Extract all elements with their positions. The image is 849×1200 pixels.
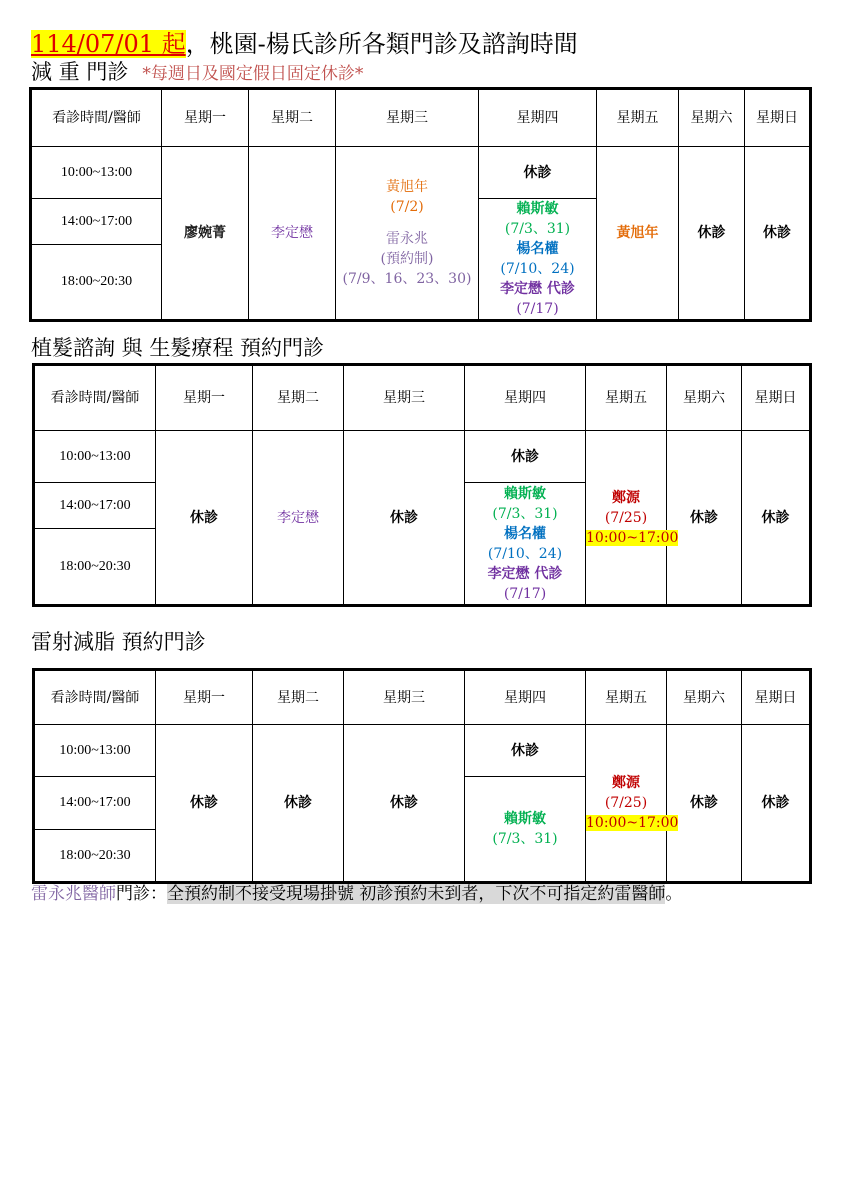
sun-closed: 休診 — [742, 725, 811, 883]
laser-schedule-table — [32, 668, 812, 884]
mon-doctor: 廖婉菁 — [162, 147, 249, 321]
day-header-mon: 星期一 — [162, 89, 249, 147]
time-slot: 14:00~17:00 — [34, 777, 156, 830]
day-header-wed: 星期三 — [344, 365, 465, 431]
weight-section-heading — [31, 58, 363, 88]
day-header-fri: 星期五 — [586, 365, 667, 431]
footer-doctor: 雷永兆醫師 — [31, 884, 116, 904]
table-header-row — [34, 670, 811, 725]
day-header-thu: 星期四 — [465, 365, 586, 431]
table-row — [34, 725, 811, 777]
wed-doctor-1-dates: (7/2) — [390, 199, 424, 215]
thu-doctor-3-dates: (7/17) — [503, 585, 547, 602]
time-slot: 18:00~20:30 — [34, 830, 156, 883]
time-header: 看診時間/醫師 — [34, 365, 156, 431]
wed-doctor-2: 雷永兆 — [386, 231, 428, 247]
effective-date: 114/07/01 起 — [31, 30, 186, 58]
day-header-wed: 星期三 — [336, 89, 479, 147]
time-header: 看診時間/醫師 — [34, 670, 156, 725]
footer-clinic: 門診： — [116, 884, 167, 904]
mon-closed: 休診 — [156, 431, 253, 606]
hair-section-title: 植髮諮詢 與 生髮療程 預約門診 — [31, 336, 325, 360]
time-slot: 18:00~20:30 — [31, 245, 162, 321]
day-header-sun: 星期日 — [742, 670, 811, 725]
sun-closed: 休診 — [742, 431, 811, 606]
fri-doctor-1-dates: (7/25) — [604, 509, 648, 526]
time-header: 看診時間/醫師 — [31, 89, 162, 147]
fri-doctor-1: 鄭源 — [612, 489, 640, 506]
thu-morning-closed: 休診 — [465, 725, 586, 777]
fri-doctor — [586, 431, 679, 606]
weight-section-title: 減 重 門診 — [31, 60, 129, 84]
day-header-thu: 星期四 — [479, 89, 597, 147]
table-row — [34, 431, 811, 483]
day-header-sun: 星期日 — [742, 365, 811, 431]
hair-schedule-table — [32, 363, 812, 607]
thu-doctors — [465, 777, 586, 883]
wed-doctor-2-dates: (7/9、16、23、30) — [342, 271, 472, 287]
mon-closed: 休診 — [156, 725, 253, 883]
table-header-row — [31, 89, 811, 147]
thu-doctor-2-dates: (7/10、24) — [500, 261, 575, 277]
thu-doctors — [465, 483, 586, 606]
thu-morning-closed: 休診 — [479, 147, 597, 199]
sun-closed: 休診 — [745, 147, 811, 321]
thu-doctor-1-dates: (7/3、31) — [492, 831, 558, 847]
tue-closed: 休診 — [253, 725, 344, 883]
time-slot: 10:00~13:00 — [34, 431, 156, 483]
thu-doctor-3: 李定懋 代診 — [487, 565, 563, 582]
laser-section-title: 雷射減脂 預約門診 — [31, 630, 206, 654]
day-header-tue: 星期二 — [253, 670, 344, 725]
time-slot: 18:00~20:30 — [34, 529, 156, 606]
sat-closed: 休診 — [667, 725, 742, 883]
thu-doctor-1-dates: (7/3、31) — [504, 221, 571, 237]
thu-morning-closed: 休診 — [465, 431, 586, 483]
time-slot: 14:00~17:00 — [34, 483, 156, 529]
table-header-row — [34, 365, 811, 431]
tue-doctor: 李定懋 — [249, 147, 336, 321]
day-header-sun: 星期日 — [745, 89, 811, 147]
fri-doctor-1-dates: (7/25) — [604, 795, 648, 811]
tue-doctor: 李定懋 — [253, 431, 344, 606]
thu-doctor-2: 楊名權 — [516, 241, 559, 257]
fri-doctor: 黃旭年 — [597, 147, 679, 321]
page-title — [31, 28, 578, 60]
day-header-sat: 星期六 — [667, 670, 742, 725]
thu-doctor-3-dates: (7/17) — [516, 301, 559, 317]
fri-doctor-1-time: 10:00~17:00 — [586, 815, 679, 831]
thu-doctor-2: 楊名權 — [504, 525, 546, 542]
holiday-note: *每週日及國定假日固定休診* — [142, 64, 364, 84]
day-header-fri: 星期五 — [586, 670, 667, 725]
thu-doctors — [479, 199, 597, 321]
wed-closed: 休診 — [344, 431, 465, 606]
weight-schedule-table — [29, 87, 812, 322]
wed-doctor-1: 黃旭年 — [386, 179, 428, 195]
wed-doctors — [336, 147, 479, 321]
wed-closed: 休診 — [344, 725, 465, 883]
day-header-sat: 星期六 — [679, 89, 745, 147]
day-header-wed: 星期三 — [344, 670, 465, 725]
time-slot: 14:00~17:00 — [31, 199, 162, 245]
day-header-tue: 星期二 — [249, 89, 336, 147]
day-header-mon: 星期一 — [156, 670, 253, 725]
fri-doctor-1-time: 10:00~17:00 — [586, 529, 679, 546]
thu-doctor-1: 賴斯敏 — [516, 201, 559, 217]
footer-note — [31, 881, 682, 907]
day-header-mon: 星期一 — [156, 365, 253, 431]
sat-closed: 休診 — [679, 147, 745, 321]
thu-doctor-2-dates: (7/10、24) — [487, 545, 563, 562]
thu-doctor-1-dates: (7/3、31) — [492, 505, 558, 522]
day-header-fri: 星期五 — [597, 89, 679, 147]
thu-doctor-1: 賴斯敏 — [504, 485, 546, 502]
footer-end: 。 — [665, 884, 683, 904]
title-text: ，桃園-楊氏診所各類門診及諮詢時間 — [185, 30, 578, 58]
fri-doctor-1: 鄭源 — [612, 775, 640, 791]
footer-policy: 全預約制不接受現場掛號 初診預約未到者，下次不可指定約雷醫師 — [167, 884, 666, 904]
table-row — [31, 147, 811, 199]
day-header-sat: 星期六 — [667, 365, 742, 431]
thu-doctor-1: 賴斯敏 — [504, 811, 546, 827]
thu-doctor-3: 李定懋 代診 — [500, 281, 575, 297]
time-slot: 10:00~13:00 — [31, 147, 162, 199]
time-slot: 10:00~13:00 — [34, 725, 156, 777]
day-header-thu: 星期四 — [465, 670, 586, 725]
day-header-tue: 星期二 — [253, 365, 344, 431]
wed-doctor-2-note: (預約制) — [380, 251, 434, 267]
sat-closed: 休診 — [667, 431, 742, 606]
fri-doctor — [586, 725, 679, 883]
